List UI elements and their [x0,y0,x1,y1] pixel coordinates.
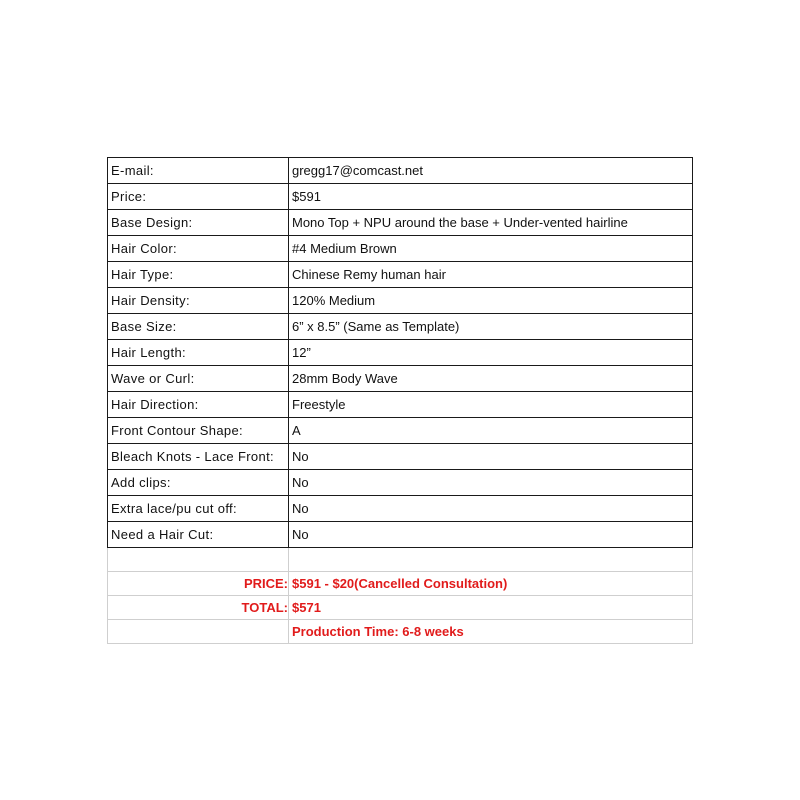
spec-value: Mono Top + NPU around the base + Under-vented hairline [289,210,693,236]
spec-value: 12” [289,340,693,366]
spec-row-wave-or-curl [108,366,693,392]
summary-price-label: PRICE: [108,572,289,596]
spec-row-extra-lace-cut [108,496,693,522]
spec-value: No [289,470,693,496]
summary-price-row [108,572,693,596]
summary-price-value: $591 - $20(Cancelled Consultation) [289,572,693,596]
spec-value: No [289,522,693,548]
spec-row-bleach-knots [108,444,693,470]
spec-label: Need a Hair Cut: [108,522,289,548]
spec-row-price [108,184,693,210]
spec-label: Wave or Curl: [108,366,289,392]
spec-row-hair-density [108,288,693,314]
empty-cell [108,548,289,572]
spec-row-hair-color [108,236,693,262]
spec-label: Add clips: [108,470,289,496]
spec-value: No [289,444,693,470]
spec-row-base-size [108,314,693,340]
spec-label: Hair Density: [108,288,289,314]
spec-row-hair-type [108,262,693,288]
spec-value: Chinese Remy human hair [289,262,693,288]
spec-label: Hair Type: [108,262,289,288]
spec-label: Hair Direction: [108,392,289,418]
spec-value: No [289,496,693,522]
order-spec-table [107,157,693,644]
spec-label: Bleach Knots - Lace Front: [108,444,289,470]
spec-value: 120% Medium [289,288,693,314]
production-time: Production Time: 6-8 weeks [289,620,693,644]
spec-row-hair-length [108,340,693,366]
spec-label: E-mail: [108,158,289,184]
spec-label: Front Contour Shape: [108,418,289,444]
spec-row-add-clips [108,470,693,496]
spec-value: 6” x 8.5” (Same as Template) [289,314,693,340]
empty-cell [108,620,289,644]
spec-row-base-design [108,210,693,236]
spec-value: Freestyle [289,392,693,418]
summary-production-row [108,620,693,644]
spec-value: $591 [289,184,693,210]
summary-total-value: $571 [289,596,693,620]
spec-value: A [289,418,693,444]
spec-row-need-hair-cut [108,522,693,548]
spec-row-email [108,158,693,184]
spec-label: Hair Length: [108,340,289,366]
spec-label: Base Design: [108,210,289,236]
spec-label: Hair Color: [108,236,289,262]
summary-total-label: TOTAL: [108,596,289,620]
spec-value: #4 Medium Brown [289,236,693,262]
summary-total-row [108,596,693,620]
spec-label: Price: [108,184,289,210]
spec-label: Extra lace/pu cut off: [108,496,289,522]
spec-label: Base Size: [108,314,289,340]
spec-row-hair-direction [108,392,693,418]
spec-row-front-contour-shape [108,418,693,444]
spacer-row [108,548,693,572]
spec-value: 28mm Body Wave [289,366,693,392]
spec-value: gregg17@comcast.net [289,158,693,184]
empty-cell [289,548,693,572]
